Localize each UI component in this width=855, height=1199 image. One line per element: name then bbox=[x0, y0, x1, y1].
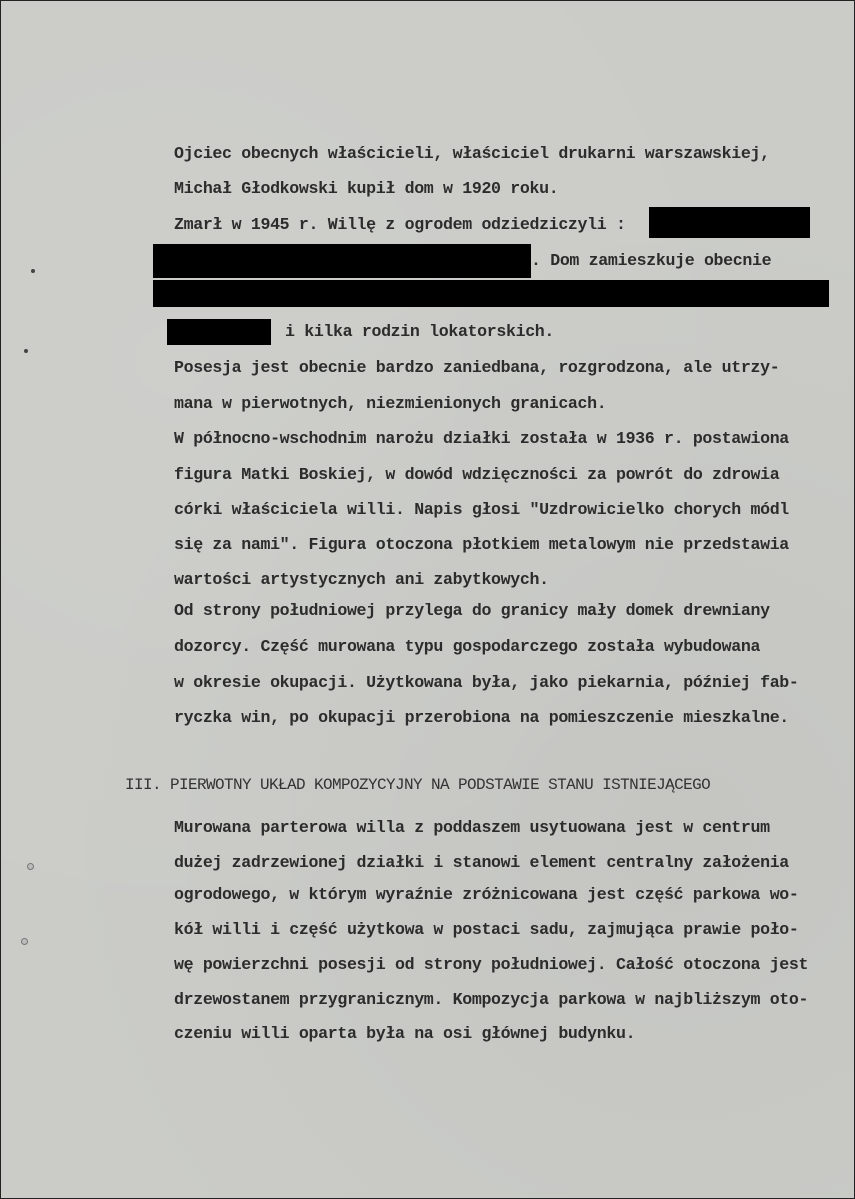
section-heading: III. PIERWOTNY UKŁAD KOMPOZYCYJNY NA PODSTAWIE STANU ISTNIEJĄCEGO bbox=[125, 776, 711, 794]
text-line: kół willi i część użytkowa w postaci sadu, zajmująca prawie poło- bbox=[174, 920, 799, 939]
text-line: Od strony południowej przylega do granicy mały domek drewniany bbox=[174, 601, 770, 620]
text-line: W północno-wschodnim narożu działki została w 1936 r. postawiona bbox=[174, 429, 789, 448]
text-line: . Dom zamieszkuje obecnie bbox=[531, 251, 772, 270]
redaction-bar bbox=[153, 244, 531, 278]
punch-hole bbox=[21, 938, 28, 945]
text-line: Ojciec obecnych właścicieli, właściciel drukarni warszawskiej, bbox=[174, 144, 770, 163]
text-line: dużej zadrzewionej działki i stanowi element centralny założenia bbox=[174, 853, 789, 872]
punch-hole bbox=[27, 863, 34, 870]
redaction-bar bbox=[649, 207, 810, 238]
text-line: i kilka rodzin lokatorskich. bbox=[285, 322, 555, 341]
text-line: Zmarł w 1945 r. Willę z ogrodem odziedziczyli : bbox=[174, 215, 626, 234]
text-line: w okresie okupacji. Użytkowana była, jako piekarnia, później fab- bbox=[174, 673, 799, 692]
text-line: Michał Głodkowski kupił dom w 1920 roku. bbox=[174, 179, 559, 198]
text-line: wartości artystycznych ani zabytkowych. bbox=[174, 570, 549, 589]
text-line: mana w pierwotnych, niezmienionych granicach. bbox=[174, 394, 607, 413]
redaction-bar bbox=[153, 280, 829, 307]
text-line: figura Matki Boskiej, w dowód wdzięczności za powrót do zdrowia bbox=[174, 465, 780, 484]
text-line: dozorcy. Część murowana typu gospodarczego została wybudowana bbox=[174, 637, 761, 656]
text-line: się za nami". Figura otoczona płotkiem metalowym nie przedstawia bbox=[174, 535, 789, 554]
text-line: ryczka win, po okupacji przerobiona na pomieszczenie mieszkalne. bbox=[174, 708, 789, 727]
text-line: Murowana parterowa willa z poddaszem usytuowana jest w centrum bbox=[174, 818, 770, 837]
margin-mark bbox=[31, 269, 35, 273]
redaction-bar bbox=[167, 319, 271, 345]
text-line: córki właściciela willi. Napis głosi "Uzdrowicielko chorych módl bbox=[174, 500, 789, 519]
margin-mark bbox=[24, 349, 28, 353]
text-line: wę powierzchni posesji od strony południowej. Całość otoczona jest bbox=[174, 955, 809, 974]
text-line: czeniu willi oparta była na osi głównej budynku. bbox=[174, 1024, 636, 1043]
text-line: drzewostanem przygranicznym. Kompozycja parkowa w najbliższym oto- bbox=[174, 990, 809, 1009]
text-line: ogrodowego, w którym wyraźnie zróżnicowana jest część parkowa wo- bbox=[174, 885, 799, 904]
text-line: Posesja jest obecnie bardzo zaniedbana, rozgrodzona, ale utrzy- bbox=[174, 358, 780, 377]
